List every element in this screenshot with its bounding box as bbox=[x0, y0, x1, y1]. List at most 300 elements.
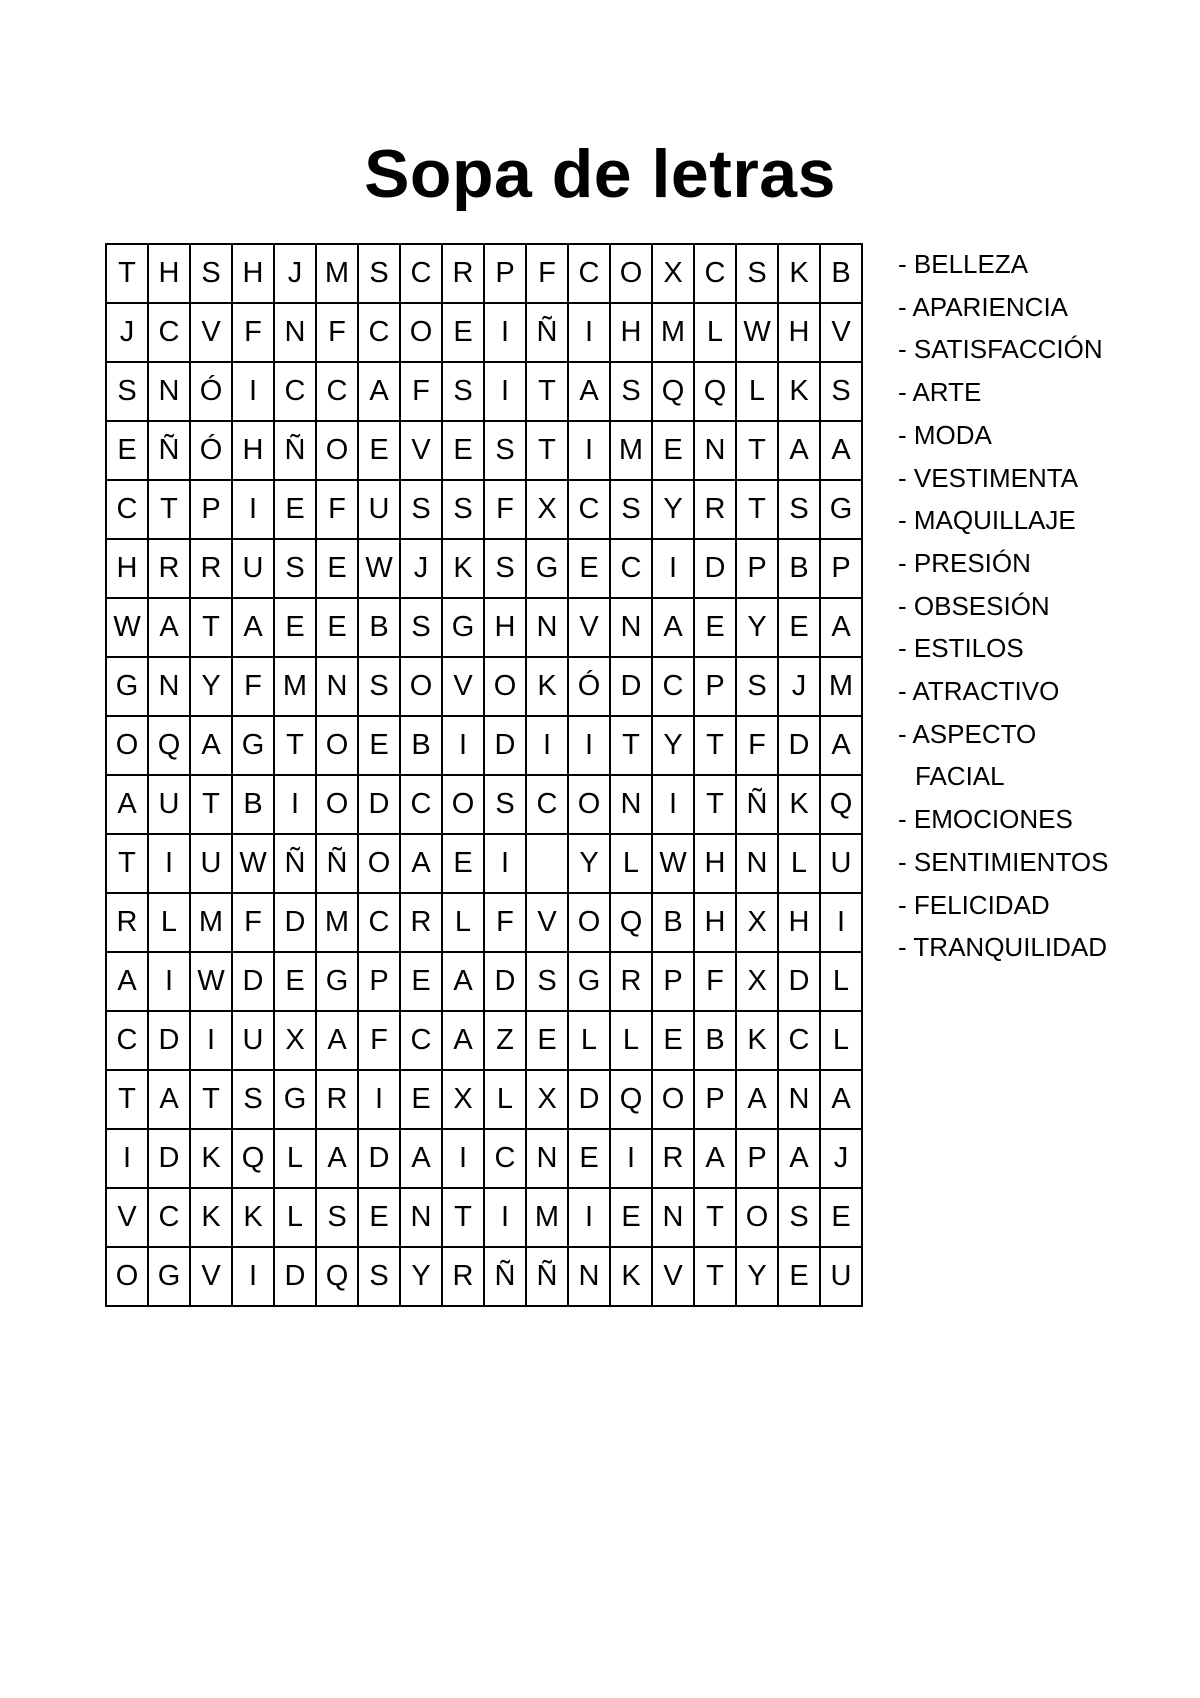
grid-cell[interactable]: S bbox=[610, 480, 652, 539]
grid-cell[interactable]: X bbox=[442, 1070, 484, 1129]
grid-cell[interactable]: X bbox=[736, 893, 778, 952]
grid-cell[interactable]: B bbox=[694, 1011, 736, 1070]
grid-cell[interactable]: B bbox=[400, 716, 442, 775]
grid-cell[interactable]: H bbox=[232, 244, 274, 303]
grid-cell[interactable]: E bbox=[442, 303, 484, 362]
grid-cell[interactable]: O bbox=[400, 303, 442, 362]
grid-cell[interactable]: Ñ bbox=[316, 834, 358, 893]
grid-cell[interactable]: E bbox=[316, 598, 358, 657]
grid-cell[interactable]: H bbox=[106, 539, 148, 598]
grid-cell[interactable]: S bbox=[190, 244, 232, 303]
grid-cell[interactable]: D bbox=[148, 1129, 190, 1188]
grid-cell[interactable]: Y bbox=[736, 1247, 778, 1306]
grid-cell[interactable]: O bbox=[106, 716, 148, 775]
grid-cell[interactable]: W bbox=[232, 834, 274, 893]
grid-cell[interactable]: B bbox=[232, 775, 274, 834]
grid-cell[interactable]: Ñ bbox=[274, 834, 316, 893]
grid-cell[interactable]: M bbox=[190, 893, 232, 952]
grid-cell[interactable]: C bbox=[316, 362, 358, 421]
grid-cell[interactable]: A bbox=[316, 1129, 358, 1188]
grid-cell[interactable]: T bbox=[694, 1188, 736, 1247]
grid-cell[interactable]: F bbox=[232, 303, 274, 362]
grid-cell[interactable]: D bbox=[358, 1129, 400, 1188]
grid-cell[interactable]: H bbox=[148, 244, 190, 303]
grid-cell[interactable]: D bbox=[232, 952, 274, 1011]
grid-cell[interactable]: C bbox=[148, 1188, 190, 1247]
grid-cell[interactable]: L bbox=[148, 893, 190, 952]
grid-cell[interactable]: I bbox=[526, 716, 568, 775]
grid-cell[interactable]: A bbox=[778, 1129, 820, 1188]
grid-cell[interactable]: U bbox=[232, 539, 274, 598]
grid-cell[interactable]: C bbox=[778, 1011, 820, 1070]
grid-cell[interactable]: S bbox=[358, 657, 400, 716]
grid-cell[interactable]: I bbox=[820, 893, 862, 952]
grid-cell[interactable]: X bbox=[736, 952, 778, 1011]
grid-cell[interactable]: G bbox=[526, 539, 568, 598]
grid-cell[interactable]: C bbox=[274, 362, 316, 421]
grid-cell[interactable]: A bbox=[442, 952, 484, 1011]
grid-cell[interactable]: E bbox=[778, 598, 820, 657]
grid-cell[interactable]: M bbox=[316, 244, 358, 303]
grid-cell[interactable]: P bbox=[358, 952, 400, 1011]
grid-cell[interactable]: H bbox=[778, 893, 820, 952]
grid-cell[interactable]: A bbox=[106, 775, 148, 834]
grid-cell[interactable]: D bbox=[274, 1247, 316, 1306]
grid-cell[interactable]: T bbox=[106, 834, 148, 893]
grid-cell[interactable]: R bbox=[400, 893, 442, 952]
grid-cell[interactable]: C bbox=[694, 244, 736, 303]
grid-cell[interactable]: N bbox=[148, 362, 190, 421]
grid-cell[interactable]: U bbox=[820, 1247, 862, 1306]
grid-cell[interactable]: O bbox=[736, 1188, 778, 1247]
grid-cell[interactable]: P bbox=[736, 1129, 778, 1188]
grid-cell[interactable]: G bbox=[106, 657, 148, 716]
grid-cell[interactable]: I bbox=[484, 362, 526, 421]
grid-cell[interactable]: T bbox=[736, 480, 778, 539]
grid-cell[interactable]: G bbox=[442, 598, 484, 657]
grid-cell[interactable]: T bbox=[274, 716, 316, 775]
grid-cell[interactable]: T bbox=[190, 598, 232, 657]
grid-cell[interactable]: S bbox=[484, 539, 526, 598]
grid-cell[interactable]: V bbox=[568, 598, 610, 657]
grid-cell[interactable]: V bbox=[190, 303, 232, 362]
grid-cell[interactable]: H bbox=[610, 303, 652, 362]
grid-cell[interactable]: V bbox=[106, 1188, 148, 1247]
grid-cell[interactable]: M bbox=[610, 421, 652, 480]
grid-cell[interactable]: L bbox=[568, 1011, 610, 1070]
grid-cell[interactable]: L bbox=[778, 834, 820, 893]
grid-cell[interactable]: E bbox=[358, 421, 400, 480]
grid-cell[interactable]: Y bbox=[736, 598, 778, 657]
grid-cell[interactable]: G bbox=[820, 480, 862, 539]
grid-cell[interactable]: K bbox=[736, 1011, 778, 1070]
grid-cell[interactable]: E bbox=[274, 480, 316, 539]
grid-cell[interactable]: L bbox=[442, 893, 484, 952]
grid-cell[interactable]: H bbox=[232, 421, 274, 480]
grid-cell[interactable]: E bbox=[568, 1129, 610, 1188]
grid-cell[interactable]: U bbox=[232, 1011, 274, 1070]
grid-cell[interactable]: E bbox=[442, 834, 484, 893]
grid-cell[interactable]: S bbox=[400, 598, 442, 657]
grid-cell[interactable]: B bbox=[820, 244, 862, 303]
grid-cell[interactable]: C bbox=[568, 244, 610, 303]
grid-cell[interactable]: S bbox=[778, 1188, 820, 1247]
grid-cell[interactable]: I bbox=[442, 1129, 484, 1188]
grid-cell[interactable]: I bbox=[652, 775, 694, 834]
grid-cell[interactable]: I bbox=[568, 303, 610, 362]
grid-cell[interactable]: E bbox=[652, 421, 694, 480]
grid-cell[interactable]: T bbox=[526, 421, 568, 480]
grid-cell[interactable]: Q bbox=[610, 1070, 652, 1129]
grid-cell[interactable]: O bbox=[610, 244, 652, 303]
grid-cell[interactable]: A bbox=[652, 598, 694, 657]
grid-cell[interactable]: S bbox=[820, 362, 862, 421]
grid-cell[interactable]: Q bbox=[820, 775, 862, 834]
grid-cell[interactable]: N bbox=[610, 775, 652, 834]
grid-cell[interactable]: E bbox=[316, 539, 358, 598]
grid-cell[interactable]: E bbox=[694, 598, 736, 657]
grid-cell[interactable]: A bbox=[820, 716, 862, 775]
grid-cell[interactable]: E bbox=[274, 952, 316, 1011]
grid-cell[interactable]: Y bbox=[652, 716, 694, 775]
grid-cell[interactable]: R bbox=[316, 1070, 358, 1129]
grid-cell[interactable]: F bbox=[232, 657, 274, 716]
grid-cell[interactable]: A bbox=[442, 1011, 484, 1070]
grid-cell[interactable]: A bbox=[190, 716, 232, 775]
grid-cell[interactable]: C bbox=[610, 539, 652, 598]
grid-cell[interactable]: K bbox=[232, 1188, 274, 1247]
grid-cell[interactable]: M bbox=[652, 303, 694, 362]
grid-cell[interactable]: H bbox=[694, 893, 736, 952]
grid-cell[interactable]: D bbox=[358, 775, 400, 834]
grid-cell[interactable]: N bbox=[526, 598, 568, 657]
grid-cell[interactable]: Ñ bbox=[736, 775, 778, 834]
grid-cell[interactable]: J bbox=[778, 657, 820, 716]
grid-cell[interactable]: I bbox=[610, 1129, 652, 1188]
grid-cell[interactable]: T bbox=[190, 1070, 232, 1129]
grid-cell[interactable]: H bbox=[778, 303, 820, 362]
grid-cell[interactable]: T bbox=[610, 716, 652, 775]
grid-cell[interactable]: P bbox=[820, 539, 862, 598]
grid-cell[interactable]: L bbox=[484, 1070, 526, 1129]
grid-cell[interactable]: M bbox=[274, 657, 316, 716]
grid-cell[interactable]: I bbox=[484, 834, 526, 893]
grid-cell[interactable] bbox=[526, 834, 568, 893]
grid-cell[interactable]: R bbox=[652, 1129, 694, 1188]
grid-cell[interactable]: D bbox=[274, 893, 316, 952]
grid-cell[interactable]: K bbox=[778, 775, 820, 834]
grid-cell[interactable]: A bbox=[148, 598, 190, 657]
grid-cell[interactable]: P bbox=[484, 244, 526, 303]
grid-cell[interactable]: E bbox=[820, 1188, 862, 1247]
grid-cell[interactable]: I bbox=[652, 539, 694, 598]
grid-cell[interactable]: E bbox=[106, 421, 148, 480]
grid-cell[interactable]: D bbox=[778, 716, 820, 775]
grid-cell[interactable]: A bbox=[820, 1070, 862, 1129]
grid-cell[interactable]: P bbox=[694, 1070, 736, 1129]
grid-cell[interactable]: L bbox=[274, 1129, 316, 1188]
grid-cell[interactable]: E bbox=[568, 539, 610, 598]
grid-cell[interactable]: F bbox=[400, 362, 442, 421]
grid-cell[interactable]: T bbox=[106, 244, 148, 303]
grid-cell[interactable]: W bbox=[106, 598, 148, 657]
grid-cell[interactable]: A bbox=[400, 1129, 442, 1188]
grid-cell[interactable]: C bbox=[106, 480, 148, 539]
grid-cell[interactable]: T bbox=[190, 775, 232, 834]
grid-cell[interactable]: E bbox=[526, 1011, 568, 1070]
grid-cell[interactable]: Ñ bbox=[148, 421, 190, 480]
grid-cell[interactable]: K bbox=[442, 539, 484, 598]
grid-cell[interactable]: Ñ bbox=[526, 1247, 568, 1306]
grid-cell[interactable]: N bbox=[526, 1129, 568, 1188]
grid-cell[interactable]: R bbox=[610, 952, 652, 1011]
grid-cell[interactable]: D bbox=[778, 952, 820, 1011]
grid-cell[interactable]: R bbox=[148, 539, 190, 598]
grid-cell[interactable]: R bbox=[694, 480, 736, 539]
grid-cell[interactable]: Q bbox=[148, 716, 190, 775]
grid-cell[interactable]: Q bbox=[652, 362, 694, 421]
grid-cell[interactable]: T bbox=[148, 480, 190, 539]
grid-cell[interactable]: T bbox=[694, 1247, 736, 1306]
grid-cell[interactable]: E bbox=[358, 1188, 400, 1247]
grid-cell[interactable]: P bbox=[694, 657, 736, 716]
grid-cell[interactable]: L bbox=[820, 1011, 862, 1070]
grid-cell[interactable]: E bbox=[400, 1070, 442, 1129]
grid-cell[interactable]: G bbox=[232, 716, 274, 775]
grid-cell[interactable]: N bbox=[274, 303, 316, 362]
grid-cell[interactable]: V bbox=[652, 1247, 694, 1306]
grid-cell[interactable]: Ó bbox=[190, 421, 232, 480]
grid-cell[interactable]: L bbox=[694, 303, 736, 362]
grid-cell[interactable]: T bbox=[736, 421, 778, 480]
grid-cell[interactable]: S bbox=[736, 657, 778, 716]
grid-cell[interactable]: T bbox=[106, 1070, 148, 1129]
grid-cell[interactable]: S bbox=[232, 1070, 274, 1129]
grid-cell[interactable]: I bbox=[274, 775, 316, 834]
grid-cell[interactable]: S bbox=[610, 362, 652, 421]
grid-cell[interactable]: L bbox=[610, 1011, 652, 1070]
grid-cell[interactable]: Q bbox=[232, 1129, 274, 1188]
grid-cell[interactable]: J bbox=[400, 539, 442, 598]
grid-cell[interactable]: C bbox=[652, 657, 694, 716]
grid-cell[interactable]: W bbox=[358, 539, 400, 598]
grid-cell[interactable]: Ñ bbox=[484, 1247, 526, 1306]
grid-cell[interactable]: S bbox=[442, 480, 484, 539]
grid-cell[interactable]: T bbox=[694, 716, 736, 775]
grid-cell[interactable]: Q bbox=[610, 893, 652, 952]
grid-cell[interactable]: R bbox=[442, 244, 484, 303]
grid-cell[interactable]: I bbox=[232, 1247, 274, 1306]
grid-cell[interactable]: A bbox=[736, 1070, 778, 1129]
grid-cell[interactable]: Ó bbox=[568, 657, 610, 716]
grid-cell[interactable]: B bbox=[778, 539, 820, 598]
grid-cell[interactable]: W bbox=[652, 834, 694, 893]
grid-cell[interactable]: J bbox=[274, 244, 316, 303]
grid-cell[interactable]: T bbox=[526, 362, 568, 421]
grid-cell[interactable]: O bbox=[568, 893, 610, 952]
grid-cell[interactable]: E bbox=[358, 716, 400, 775]
grid-cell[interactable]: I bbox=[442, 716, 484, 775]
grid-cell[interactable]: O bbox=[358, 834, 400, 893]
grid-cell[interactable]: N bbox=[736, 834, 778, 893]
grid-cell[interactable]: J bbox=[820, 1129, 862, 1188]
grid-cell[interactable]: I bbox=[484, 303, 526, 362]
grid-cell[interactable]: M bbox=[820, 657, 862, 716]
grid-cell[interactable]: O bbox=[400, 657, 442, 716]
grid-cell[interactable]: F bbox=[526, 244, 568, 303]
grid-cell[interactable]: V bbox=[400, 421, 442, 480]
grid-cell[interactable]: U bbox=[190, 834, 232, 893]
grid-cell[interactable]: Ó bbox=[190, 362, 232, 421]
grid-cell[interactable]: Q bbox=[694, 362, 736, 421]
grid-cell[interactable]: I bbox=[568, 1188, 610, 1247]
grid-cell[interactable]: F bbox=[484, 480, 526, 539]
grid-cell[interactable]: S bbox=[442, 362, 484, 421]
grid-cell[interactable]: O bbox=[316, 775, 358, 834]
grid-cell[interactable]: N bbox=[778, 1070, 820, 1129]
grid-cell[interactable]: S bbox=[274, 539, 316, 598]
grid-cell[interactable]: H bbox=[694, 834, 736, 893]
grid-cell[interactable]: T bbox=[694, 775, 736, 834]
grid-cell[interactable]: L bbox=[736, 362, 778, 421]
grid-cell[interactable]: D bbox=[610, 657, 652, 716]
grid-cell[interactable]: D bbox=[568, 1070, 610, 1129]
grid-cell[interactable]: N bbox=[610, 598, 652, 657]
grid-cell[interactable]: F bbox=[736, 716, 778, 775]
grid-cell[interactable]: S bbox=[400, 480, 442, 539]
grid-cell[interactable]: M bbox=[316, 893, 358, 952]
grid-cell[interactable]: O bbox=[316, 716, 358, 775]
grid-cell[interactable]: D bbox=[484, 952, 526, 1011]
grid-cell[interactable]: Y bbox=[190, 657, 232, 716]
grid-cell[interactable]: R bbox=[106, 893, 148, 952]
grid-cell[interactable]: F bbox=[316, 303, 358, 362]
grid-cell[interactable]: P bbox=[736, 539, 778, 598]
grid-cell[interactable]: O bbox=[568, 775, 610, 834]
grid-cell[interactable]: I bbox=[148, 834, 190, 893]
grid-cell[interactable]: P bbox=[652, 952, 694, 1011]
grid-cell[interactable]: K bbox=[190, 1129, 232, 1188]
grid-cell[interactable]: C bbox=[400, 775, 442, 834]
grid-cell[interactable]: G bbox=[148, 1247, 190, 1306]
grid-cell[interactable]: O bbox=[652, 1070, 694, 1129]
grid-cell[interactable]: C bbox=[400, 244, 442, 303]
grid-cell[interactable]: A bbox=[358, 362, 400, 421]
grid-cell[interactable]: Ñ bbox=[274, 421, 316, 480]
grid-cell[interactable]: V bbox=[190, 1247, 232, 1306]
grid-cell[interactable]: E bbox=[778, 1247, 820, 1306]
grid-cell[interactable]: R bbox=[442, 1247, 484, 1306]
grid-cell[interactable]: F bbox=[484, 893, 526, 952]
grid-cell[interactable]: S bbox=[778, 480, 820, 539]
grid-cell[interactable]: D bbox=[694, 539, 736, 598]
grid-cell[interactable]: Y bbox=[400, 1247, 442, 1306]
grid-cell[interactable]: C bbox=[526, 775, 568, 834]
grid-cell[interactable]: D bbox=[484, 716, 526, 775]
grid-cell[interactable]: E bbox=[274, 598, 316, 657]
grid-cell[interactable]: C bbox=[358, 303, 400, 362]
grid-cell[interactable]: S bbox=[316, 1188, 358, 1247]
grid-cell[interactable]: S bbox=[484, 775, 526, 834]
grid-cell[interactable]: O bbox=[106, 1247, 148, 1306]
grid-cell[interactable]: O bbox=[484, 657, 526, 716]
grid-cell[interactable]: J bbox=[106, 303, 148, 362]
grid-cell[interactable]: A bbox=[694, 1129, 736, 1188]
grid-cell[interactable]: K bbox=[778, 362, 820, 421]
grid-cell[interactable]: A bbox=[568, 362, 610, 421]
grid-cell[interactable]: C bbox=[358, 893, 400, 952]
grid-cell[interactable]: N bbox=[652, 1188, 694, 1247]
grid-cell[interactable]: L bbox=[274, 1188, 316, 1247]
grid-cell[interactable]: U bbox=[148, 775, 190, 834]
grid-cell[interactable]: S bbox=[736, 244, 778, 303]
grid-cell[interactable]: A bbox=[778, 421, 820, 480]
grid-cell[interactable]: A bbox=[820, 598, 862, 657]
grid-cell[interactable]: F bbox=[232, 893, 274, 952]
grid-cell[interactable]: D bbox=[148, 1011, 190, 1070]
grid-cell[interactable]: U bbox=[358, 480, 400, 539]
grid-cell[interactable]: K bbox=[610, 1247, 652, 1306]
grid-cell[interactable]: N bbox=[400, 1188, 442, 1247]
grid-cell[interactable]: Ñ bbox=[526, 303, 568, 362]
grid-cell[interactable]: B bbox=[652, 893, 694, 952]
grid-cell[interactable]: R bbox=[190, 539, 232, 598]
grid-cell[interactable]: X bbox=[526, 1070, 568, 1129]
grid-cell[interactable]: N bbox=[316, 657, 358, 716]
grid-cell[interactable]: L bbox=[610, 834, 652, 893]
grid-cell[interactable]: Z bbox=[484, 1011, 526, 1070]
grid-cell[interactable]: I bbox=[232, 362, 274, 421]
grid-cell[interactable]: A bbox=[148, 1070, 190, 1129]
grid-cell[interactable]: N bbox=[148, 657, 190, 716]
grid-cell[interactable]: I bbox=[568, 716, 610, 775]
grid-cell[interactable]: T bbox=[442, 1188, 484, 1247]
grid-cell[interactable]: F bbox=[694, 952, 736, 1011]
grid-cell[interactable]: B bbox=[358, 598, 400, 657]
grid-cell[interactable]: O bbox=[442, 775, 484, 834]
grid-cell[interactable]: K bbox=[526, 657, 568, 716]
grid-cell[interactable]: V bbox=[442, 657, 484, 716]
grid-cell[interactable]: S bbox=[526, 952, 568, 1011]
grid-cell[interactable]: M bbox=[526, 1188, 568, 1247]
grid-cell[interactable]: I bbox=[484, 1188, 526, 1247]
grid-cell[interactable]: V bbox=[526, 893, 568, 952]
grid-cell[interactable]: C bbox=[148, 303, 190, 362]
grid-cell[interactable]: C bbox=[106, 1011, 148, 1070]
grid-cell[interactable]: S bbox=[106, 362, 148, 421]
grid-cell[interactable]: K bbox=[778, 244, 820, 303]
grid-cell[interactable]: U bbox=[820, 834, 862, 893]
grid-cell[interactable]: G bbox=[274, 1070, 316, 1129]
grid-cell[interactable]: F bbox=[316, 480, 358, 539]
grid-cell[interactable]: L bbox=[820, 952, 862, 1011]
grid-cell[interactable]: X bbox=[652, 244, 694, 303]
grid-cell[interactable]: F bbox=[358, 1011, 400, 1070]
grid-cell[interactable]: N bbox=[568, 1247, 610, 1306]
grid-cell[interactable]: S bbox=[358, 1247, 400, 1306]
grid-cell[interactable]: X bbox=[274, 1011, 316, 1070]
grid-cell[interactable]: K bbox=[190, 1188, 232, 1247]
grid-cell[interactable]: C bbox=[568, 480, 610, 539]
grid-cell[interactable]: E bbox=[610, 1188, 652, 1247]
grid-cell[interactable]: C bbox=[484, 1129, 526, 1188]
grid-cell[interactable]: V bbox=[820, 303, 862, 362]
grid-cell[interactable]: I bbox=[568, 421, 610, 480]
grid-cell[interactable]: S bbox=[358, 244, 400, 303]
grid-cell[interactable]: A bbox=[316, 1011, 358, 1070]
grid-cell[interactable]: A bbox=[400, 834, 442, 893]
grid-cell[interactable]: N bbox=[694, 421, 736, 480]
